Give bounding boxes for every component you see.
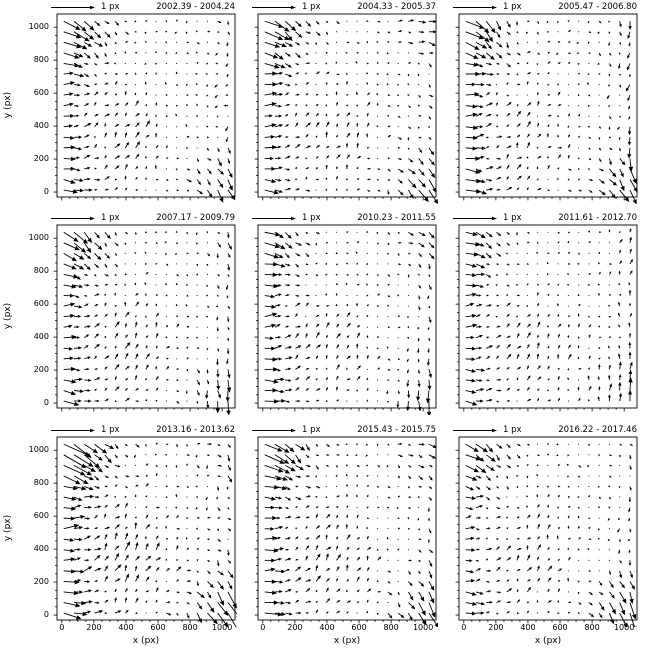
y-tick-label: 1000 [28,233,49,243]
quiver-key-arrow-icon [452,426,498,435]
vector-field-plot [453,12,639,204]
y-tick-label: 400 [33,332,49,342]
y-tick-label: 200 [33,154,49,164]
y-tick-label: 200 [33,577,49,587]
vector-field-plot [252,223,438,415]
y-tick-label: 600 [33,511,49,521]
quiver-key-label: 1 px [101,213,120,223]
quiver-key-arrow-icon [251,214,297,223]
y-tick-label: 800 [33,266,49,276]
x-tick-label: 1000 [412,623,434,632]
x-axis-label: x (px) [333,636,361,646]
quiver-key-arrow-icon [50,214,96,223]
x-tick-label: 600 [552,623,568,632]
vector-field-plot [51,223,237,415]
vector-field-plot [453,435,639,627]
vector-field-plot [51,12,237,204]
panel-date-range: 2002.39 - 2004.24 [156,2,235,12]
x-tick-label: 200 [86,623,102,632]
quiver-key-label: 1 px [503,213,522,223]
x-tick-label: 400 [319,623,335,632]
y-axis-label: y (px) [3,91,13,119]
panel-date-range: 2005.47 - 2006.80 [558,2,637,12]
quiver-key-label: 1 px [101,425,120,435]
quiver-key-arrow-icon [251,3,297,12]
quiver-key-label: 1 px [302,425,321,435]
quiver-key-label: 1 px [302,213,321,223]
x-tick-label: 600 [150,623,166,632]
y-tick-label: 0 [43,187,49,197]
x-tick-label: 800 [182,623,198,632]
x-tick-label: 800 [584,623,600,632]
y-tick-label: 0 [43,610,49,620]
y-tick-label: 1000 [28,22,49,32]
quiver-key-label: 1 px [503,425,522,435]
panel-date-range: 2016.22 - 2017.46 [558,425,637,435]
quiver-key-label: 1 px [503,2,522,12]
panel-date-range: 2007.17 - 2009.79 [156,213,235,223]
x-tick-label: 200 [488,623,504,632]
x-tick-label: 0 [59,623,65,632]
x-tick-label: 0 [461,623,467,632]
x-tick-label: 600 [351,623,367,632]
vector-field-plot [252,12,438,204]
quiver-key-label: 1 px [302,2,321,12]
panel-date-range: 2004.33 - 2005.37 [357,2,436,12]
x-tick-label: 200 [287,623,303,632]
panel-date-range: 2013.16 - 2013.62 [156,425,235,435]
vector-field-plot [51,435,237,627]
y-tick-label: 400 [33,121,49,131]
quiver-key-arrow-icon [50,3,96,12]
quiver-key-arrow-icon [452,214,498,223]
quiver-key-label: 1 px [101,2,120,12]
y-tick-label: 600 [33,299,49,309]
x-tick-label: 0 [260,623,266,632]
y-tick-label: 1000 [28,445,49,455]
y-tick-label: 800 [33,55,49,65]
x-axis-label: x (px) [534,636,562,646]
y-tick-label: 800 [33,478,49,488]
x-axis-label: x (px) [132,636,160,646]
quiver-key-arrow-icon [452,3,498,12]
panel-date-range: 2010.23 - 2011.55 [357,213,436,223]
quiver-key-arrow-icon [251,426,297,435]
x-tick-label: 800 [383,623,399,632]
quiver-key-arrow-icon [50,426,96,435]
y-tick-label: 0 [43,398,49,408]
vector-field-plot [252,435,438,627]
y-tick-label: 600 [33,88,49,98]
x-tick-label: 400 [520,623,536,632]
x-tick-label: 1000 [613,623,635,632]
x-tick-label: 400 [118,623,134,632]
panel-date-range: 2011.61 - 2012.70 [558,213,637,223]
panel-date-range: 2015.43 - 2015.75 [357,425,436,435]
y-tick-label: 200 [33,365,49,375]
y-tick-label: 400 [33,544,49,554]
y-axis-label: y (px) [3,514,13,542]
vector-field-plot [453,223,639,415]
x-tick-label: 1000 [211,623,233,632]
y-axis-label: y (px) [3,302,13,330]
